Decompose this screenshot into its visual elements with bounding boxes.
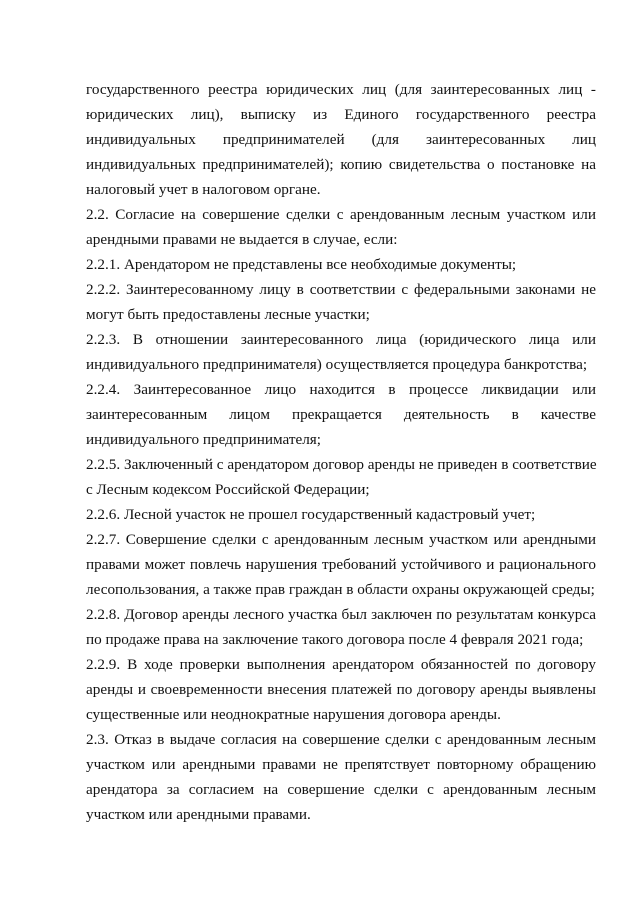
text-line: индивидуальных предпринимателей (для заинтересованных лиц: [86, 131, 596, 148]
text-line: 2.2.4. Заинтересованное лицо находится в процессе ликвидации или: [86, 381, 596, 398]
text-line: арендатора за согласием на совершение сделки с арендованным лесным: [86, 781, 596, 798]
text-line: участком или арендными правами.: [86, 806, 311, 823]
text-line: арендными правами не выдается в случае, если:: [86, 231, 398, 248]
text-line: индивидуальных предпринимателей); копию свидетельства о постановке на: [86, 156, 596, 173]
text-line: участком или арендными правами не препятствует повторному обращению: [86, 756, 596, 773]
text-line: 2.2.7. Совершение сделки с арендованным лесным участком или арендными: [86, 531, 596, 548]
text-line: 2.2.5. Заключенный с арендатором договор аренды не приведен в соответствие: [86, 456, 597, 473]
text-line: 2.2. Согласие на совершение сделки с арендованным лесным участком или: [86, 206, 596, 223]
text-line: юридических лиц), выписку из Единого государственного реестра: [86, 106, 596, 123]
document-page: [86, 77, 596, 827]
text-line: 2.3. Отказ в выдаче согласия на совершение сделки с арендованным лесным: [86, 731, 596, 748]
text-line: правами может повлечь нарушения требований устойчивого и рационального: [86, 556, 596, 573]
text-line: 2.2.6. Лесной участок не прошел государственный кадастровый учет;: [86, 506, 536, 523]
text-line: 2.2.8. Договор аренды лесного участка был заключен по результатам конкурса: [86, 606, 596, 623]
text-line: заинтересованным лицом прекращается деятельность в качестве: [86, 406, 596, 423]
document-body: [86, 77, 596, 827]
text-line: налоговый учет в налоговом органе.: [86, 181, 321, 198]
text-line: индивидуального предпринимателя;: [86, 431, 321, 448]
text-line: по продаже права на заключение такого договора после 4 февраля 2021 года;: [86, 631, 584, 648]
text-line: государственного реестра юридических лиц (для заинтересованных лиц -: [86, 81, 596, 98]
text-line: 2.2.2. Заинтересованному лицу в соответствии с федеральными законами не: [86, 281, 596, 298]
text-line: лесопользования, а также прав граждан в области охраны окружающей среды;: [86, 581, 595, 598]
text-line: 2.2.3. В отношении заинтересованного лица (юридического лица или: [86, 331, 596, 348]
text-line: существенные или неоднократные нарушения договора аренды.: [86, 706, 501, 723]
text-line: могут быть предоставлены лесные участки;: [86, 306, 370, 323]
text-line: с Лесным кодексом Российской Федерации;: [86, 481, 370, 498]
text-line: индивидуального предпринимателя) осуществляется процедура банкротства;: [86, 356, 588, 373]
text-line: 2.2.1. Арендатором не представлены все необходимые документы;: [86, 256, 517, 273]
text-line: аренды и своевременности внесения платежей по договору аренды выявлены: [86, 681, 596, 698]
text-line: 2.2.9. В ходе проверки выполнения арендатором обязанностей по договору: [86, 656, 596, 673]
